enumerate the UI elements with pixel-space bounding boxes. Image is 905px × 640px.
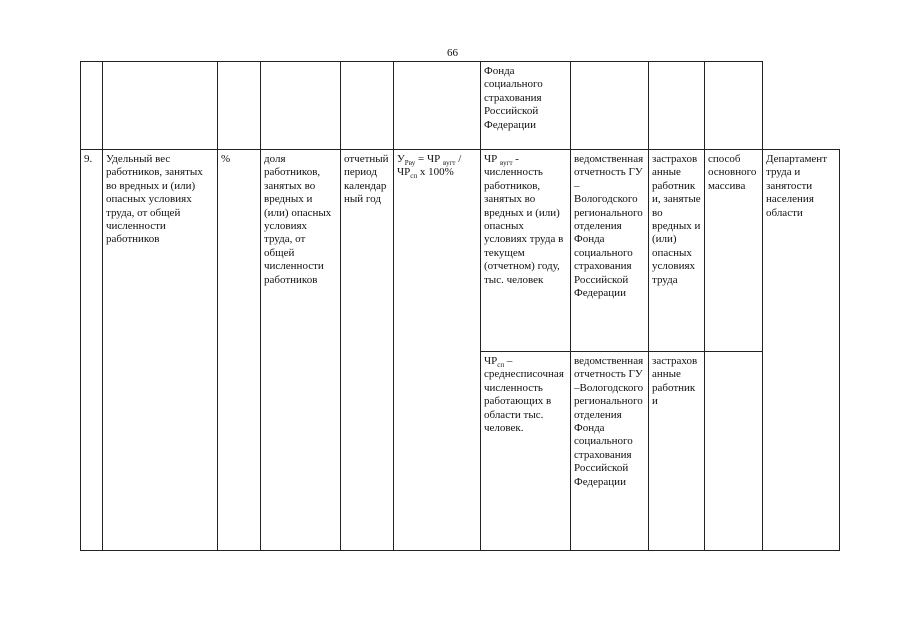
cell-empty — [261, 62, 341, 150]
table-row-9 — [81, 150, 840, 352]
cell-formula — [394, 150, 481, 551]
cell-definition — [261, 150, 341, 551]
cell-source-continuation — [481, 62, 571, 150]
time-period: отчетный период календарный год — [344, 153, 389, 206]
cell-unit — [218, 150, 261, 551]
cell-method — [705, 150, 763, 352]
row-number: 9. — [84, 153, 93, 165]
variable-2-source: ведомственная отчетность ГУ –Вологодского регионального отделения Фонда социального страхования Российской Федерации — [574, 355, 644, 488]
variable-2-description: $ЧР_{сп}$ – среднесписочная численность работающих в области тыс. человек. — [484, 355, 564, 435]
cell-empty — [218, 62, 261, 150]
unit-of-measure: % — [221, 153, 231, 165]
collection-method: способ основного массива — [708, 153, 757, 192]
cell-indicator-name — [103, 150, 218, 551]
cell-row-number — [81, 150, 103, 551]
indicator-table — [80, 61, 840, 551]
table-row-continuation — [81, 62, 840, 150]
cell-object-2 — [649, 352, 705, 551]
variable-1-object: застрахованные работники, занятые во вредных и (или) опасных условиях труда — [652, 153, 701, 286]
cell-object-1 — [649, 150, 705, 352]
source-text: Фонда социального страхования Российской Федерации — [484, 65, 543, 131]
cell-variable-1 — [481, 150, 571, 352]
page-number: 66 — [447, 47, 458, 59]
calculation-formula: $У_{Рву}$ = ЧР $_{вугт} / ЧР_{сп}$ x 100% — [397, 153, 462, 181]
indicator-name: Удельный вес работников, занятых во вредных и (или) опасных условиях труда, от общей численности работников — [106, 153, 203, 246]
cell-source-1 — [571, 150, 649, 352]
cell-source-2 — [571, 352, 649, 551]
cell-empty — [341, 62, 394, 150]
variable-2-object: застрахованные работники — [652, 355, 698, 408]
responsible-body: Департамент труда и занятости населения области — [766, 153, 828, 219]
variable-1-description: ЧР $_{вугт}$ - численность работников, занятых во вредных и (или) опасных условиях труда в текущем (отчетном) году, тыс. человек — [484, 153, 564, 286]
variable-1-source: ведомственная отчетность ГУ – Вологодского регионального отделения Фонда социального страхования Российской Федерации — [574, 153, 644, 300]
cell-empty — [394, 62, 481, 150]
cell-period — [341, 150, 394, 551]
cell-empty — [705, 352, 763, 551]
cell-empty — [571, 62, 649, 150]
cell-empty — [103, 62, 218, 150]
cell-responsible — [763, 150, 840, 551]
cell-variable-2 — [481, 352, 571, 551]
cell-empty — [81, 62, 103, 150]
cell-empty — [705, 62, 763, 150]
cell-empty — [649, 62, 705, 150]
indicator-definition: доля работников, занятых во вредных и (или) опасных условиях труда, от общей численности работников — [264, 153, 332, 286]
